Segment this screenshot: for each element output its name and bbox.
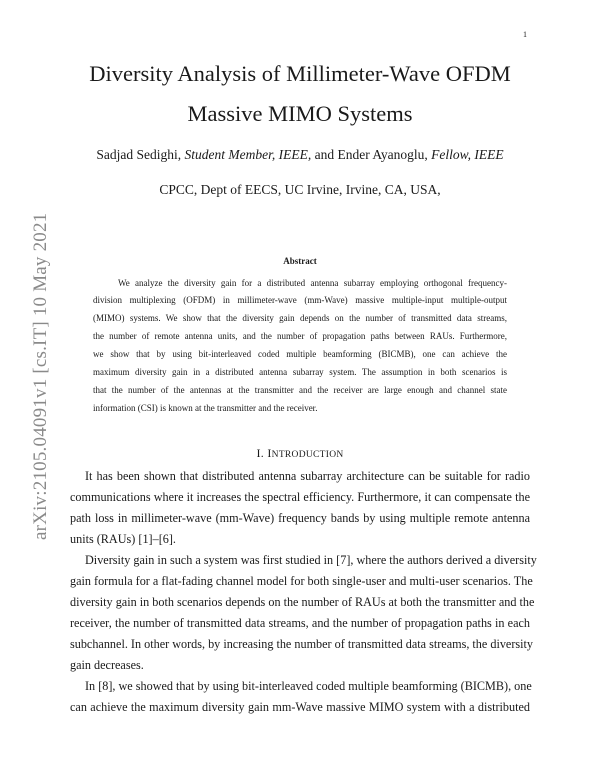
title-line-1: Diversity Analysis of Millimeter-Wave OFDM	[89, 61, 511, 86]
body-line: It has been shown that distributed antenna subarray architecture can be suitable for radio	[85, 469, 530, 483]
author-line	[60, 147, 540, 163]
arxiv-stamp: arXiv:2105.04091v1 [cs.IT] 10 May 2021	[30, 212, 51, 540]
abstract-line: maximum diversity gain in a distributed antenna subarray system. The assumption in both scenarios is	[93, 367, 507, 377]
body-line: units (RAUs) [1]–[6].	[70, 532, 176, 546]
section-title-initial: I	[267, 446, 272, 460]
affiliation: CPCC, Dept of EECS, UC Irvine, Irvine, CA, USA,	[159, 182, 441, 197]
abstract-line: We analyze the diversity gain for a distributed antenna subarray employing orthogonal frequency-	[118, 278, 507, 288]
body-line: gain decreases.	[70, 658, 144, 672]
body-line: communications where it increases the spectral efficiency. Furthermore, it can compensate the	[70, 490, 530, 504]
body-line: Diversity gain in such a system was first studied in [7], where the authors derived a diversity	[85, 553, 537, 567]
body-line: can achieve the maximum diversity gain mm-Wave massive MIMO system with a distributed	[70, 700, 530, 714]
author-1-role: Student Member, IEEE,	[184, 147, 312, 162]
section-title-rest: NTRODUCTION	[271, 450, 344, 460]
abstract-heading: Abstract	[283, 256, 317, 266]
page-number: 1	[523, 30, 527, 39]
body-line: path loss in millimeter-wave (mm-Wave) frequency bands by using multiple remote antenna	[70, 511, 530, 525]
author-conjunction: and	[314, 147, 335, 162]
abstract-line: that the number of the antennas at the transmitter and the receiver are large enough and channel state	[93, 385, 507, 395]
abstract-line: (MIMO) systems. We show that the diversity gain depends on the number of transmitted data streams,	[93, 313, 507, 323]
body-line: diversity gain in both scenarios depends on the number of RAUs at both the transmitter and the	[70, 595, 535, 609]
author-2: Ender Ayanoglu,	[337, 147, 428, 162]
abstract-line: information (CSI) is known at the transmitter and the receiver.	[93, 403, 318, 413]
author-2-role: Fellow, IEEE	[431, 147, 504, 162]
abstract-line: we show that by using bit-interleaved coded multiple beamforming (BICMB), one can achieve the	[93, 349, 507, 359]
title-line-2: Massive MIMO Systems	[187, 101, 413, 126]
section-number: I.	[256, 446, 265, 460]
body-line: subchannel. In other words, by increasing the number of transmitted data streams, the diversity	[70, 637, 534, 651]
body-line: gain formula for a flat-fading channel model for both single-user and multi-user scenarios. The	[70, 574, 533, 588]
author-1: Sadjad Sedighi,	[96, 147, 182, 162]
abstract-line: the number of remote antenna units, and the number of propagation paths between RAUs. Furthermore,	[93, 331, 507, 341]
body-line: receiver, the number of transmitted data streams, and the number of propagation paths in each	[70, 616, 530, 630]
abstract-line: division multiplexing (OFDM) in millimeter-wave (mm-Wave) massive multiple-input multiple-output	[93, 295, 507, 305]
body-line: In [8], we showed that by using bit-interleaved coded multiple beamforming (BICMB), one	[85, 679, 532, 693]
section-heading	[60, 446, 540, 461]
